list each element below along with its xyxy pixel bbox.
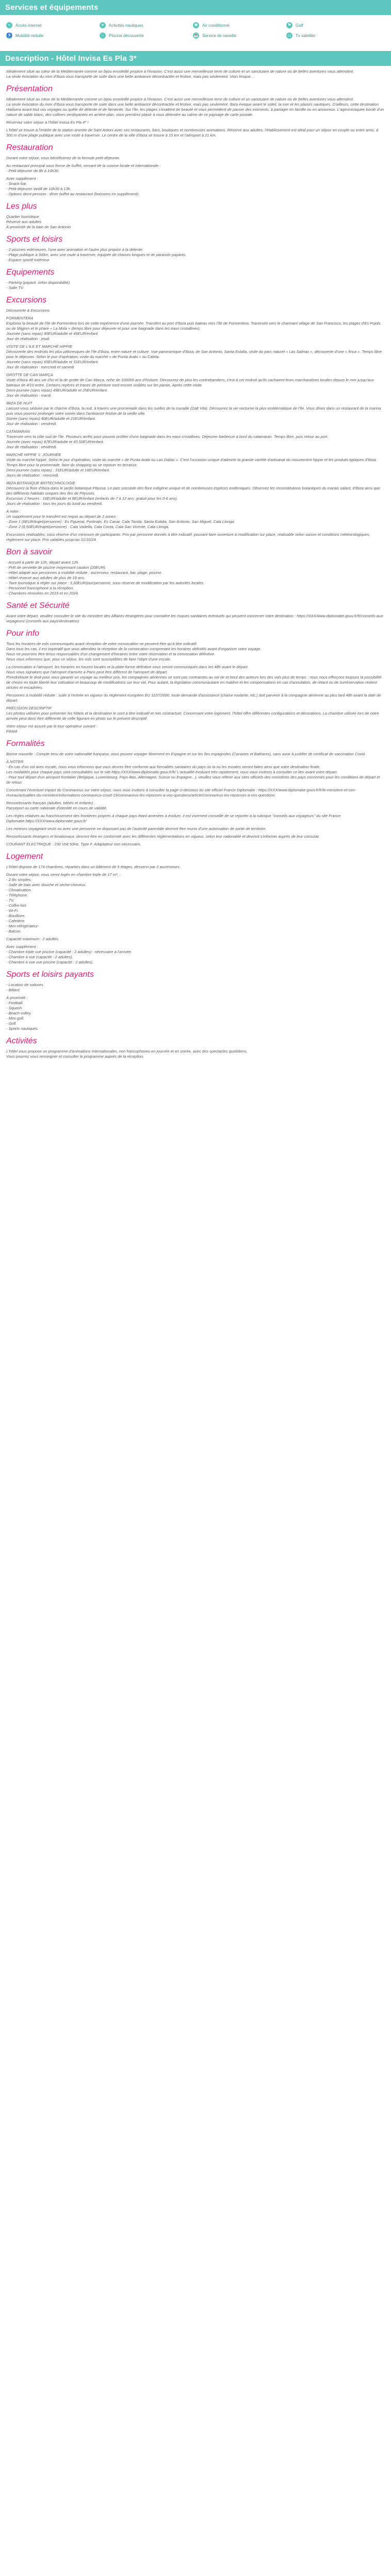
- description-content: [0, 69, 391, 1059]
- service-item: [100, 22, 190, 28]
- section-paragraph: Tous les horaires de vols communiqués avant réception de votre convocation ne peuvent être qu'à titre indicatif. Dans tous les cas, il est impératif que vous attendiez la réception de la convocation comprenant les horaires définitifs avant d'organiser votre voyage. Nous ne pourrons être tenus responsables d'un changement d'horaires entre votre réservation et la convocation définitive. Nous vous informons que, pour ce séjour, les vols sont susceptibles de faire l'objet d'une escale.: [6, 641, 262, 662]
- service-label: Golf: [296, 23, 303, 28]
- section-paragraph: L'hôtel vous propose un programme d'animations internationales, non francophones en journée et en soirée, avec des spectacles quotidiens. Vous pourrez vous renseigner et consulter le programme auprès de la réception.: [6, 1049, 248, 1059]
- section-paragraph: PRÉCISION DESCRIPTIF Les photos utilisées pour présenter les hôtels et la destination le sont à titre indicatif et non contractuel. Concernant votre logement, l'hôtel offre différentes configurations et décorations. La chambre utilisée lors de notre arrivée peut donc être différente de celle figurant en photo sur le présent descriptif.: [6, 706, 379, 721]
- intro-text: Idéalement situé au cœur de la Méditerranée comme un bijou ensoleillé propice à l'évasion. C'est aussi une merveilleuse terre de culture et un sanctuaire de nature où de belles aventures vous attendent. La seule évocation du nom d'Ibiza vous transporte de suite dans une belle ambiance décontractée et festive, mais pas seulement. Voici lesque…: [6, 69, 354, 79]
- services-grid: [0, 18, 391, 47]
- section-title: Sports et loisirs payants: [6, 970, 94, 979]
- section-paragraph: L'hôtel se trouve à l'entrée de la station animée de Sant Antoni avec ses restaurants, bars, boutiques et nombreuses animations. Réservé aux adultes, l'établissement est idéal pour un séjour en couple ou entre amis, à 300 m d'une plage publique avec une route à traverser. Le centre de la ville d'Ibiza se trouve à 15 km et l'aéroport à 21 km.: [6, 128, 379, 138]
- service-item: [6, 32, 96, 39]
- section-paragraph: Avant votre départ, veuillez consulter le site du ministère des Affaires étrangères pour connaître les risques sanitaires éventuels qui peuvent concerner votre destination : https://XXX/www.diplomatie.gouv.fr/fr/conseils-aux-voyageurs/ (conseils aux pays/destination): [6, 614, 384, 623]
- page: [0, 0, 391, 1059]
- section-paragraph: À proximité : - Football. - Squash. - Beach-volley. - Mini-golf. - Golf. - Sports nautiques.: [6, 995, 39, 1031]
- section-paragraph: IBIZA DE NUIT Laissez-vous séduire par le charme d'Ibiza, la nuit, à travers une promenade dans les ruelles de la muraille (Dalt Vila). Découvrez la vie nocturne la plus emblématique de l'île. Vous dînez dans un restaurant de la marina puis vous pourrez prolonger votre soirée dans l'ambiance festive de la vieille ville. Soirée (sans repas) 40EUR/adulte et 21EUR/enfant. Jour de réalisation : vendredi.: [6, 401, 381, 426]
- section-paragraph: - Accueil à partir de 12h, départ avant 12h. - Prêt de serviette de piscine moyennant caution (20EUR). - Hôtel adapté aux personnes à mobilité réduite : ascenseur, restaurant, bar, plage, piscine. - Hôtel réservé aux adultes de plus de 18 ans. - Taxe touristique à régler sur place : 3,30EUR/jour/personne, sous réserve de modification par les autorités locales. - Personnel francophone à la réception. - Chambres rénovées en 2019 et en 2024.: [6, 560, 205, 596]
- activity-icon: ✦: [100, 22, 106, 28]
- service-item: [193, 22, 283, 28]
- tv-icon: ▭: [286, 32, 292, 39]
- sections: [6, 84, 385, 1059]
- section-paragraph: Avec supplément : - Snack-bar. - Petit déjeuner tardif de 10h30 à 13h. - Options demi-pension : dîner buffet au restaurant (boissons en supplément).: [6, 176, 140, 196]
- section-paragraph: IBIZA BOTANIQUE BIOTECHNOLOGIE Découvrez la flore d'Ibiza dans le jardin botanique Pityusa. Le parc possède des flore indigène unique et de nombreuses espèces endémiques. Observez les reconstitutions botaniques du marais salant, d'Ibiza ainsi que des différents habitats uniques des îles de Pityuses. Excursion 2 heures : 16EUR/adulte et 8EUR/enfant (enfants de 7 à 12 ans; gratuit pour les 0-6 ans). Jours de réalisation : tous les jours du lundi au vendredi.: [6, 481, 380, 506]
- section-paragraph: MARCHÉ HIPPIE 'L' JOURNÉE Visite du marché hippie. Selon le jour d'opération, visite du marché « de Punta Arabi ou Las Dalias ». C'est l'occasion unique d'admirer la grande variété d'artisanat du mouvement hippie et les produits typiques d'Ibiza. Temps libre pour la promenade, faire du shopping ou se reposer en terrasse. Demi-journée (sans repas) : 31EUR/adulte et 16EUR/enfant. Jours de réalisation : mercredi.: [6, 452, 378, 478]
- section-paragraph: Concernant l'éventuel impact du Coronavirus sur votre séjour, nous vous invitons à consulter la page ci-dessous du site officiel France Diplomatie : https://XXX/www.diplomatie.gouv.fr/fr/le-ministere-et-son-reseau/actualites-du-ministere/informations-coronavirus-covid-19/coronavirus-les-reponses-a-vos-questions/article/coronavirus-les-reponses-a-vos-questions: [6, 788, 356, 798]
- section: [6, 601, 385, 624]
- section-paragraph: À noter : Un supplément pour le transfert est requis au départ de 2 zones : - Zone 1 (6EUR/trajet/personne) : Es Figueral, Portinatx, Es Canar, Cala Tarida, Santa Eulalia, San Antonio, San Miguel, Cala Llonga. - Zone 2 (8,50EUR/trajet/personne) : Cala Vadella, Cala Conta, Cala San Vicente, Cala Llonga.: [6, 509, 235, 529]
- section-paragraph: À NOTER - En cas d'un vol avec escale, nous vous informons que vous devrez être conforme aux formalités sanitaires du pays où la ou les escales seront faites ainsi que votre destination finale. Les modalités pour chaque pays sont consultables sur le site https://XXX/www.diplomatie.gouv.fr/fr/ L'actualité évoluant très rapidement, nous vous invitons à consulter ce lien avant votre départ. - Pour tout départ d'un aéroport frontalier (Belgique, Luxembourg, Pays-Bas, Allemagne, Suisse ou Espagne...), veuillez vous référer aux sites officiels des ministères des pays concernés pour les conditions de départ et de retour.: [6, 759, 380, 785]
- service-label: Activités nautiques: [109, 23, 143, 28]
- service-item: [286, 32, 377, 39]
- section-paragraph: Réservez votre séjour à l'hôtel Invisa Es Pla 4* !: [6, 120, 89, 125]
- section-title: Restauration: [6, 143, 53, 152]
- section: [6, 143, 385, 197]
- section: [6, 268, 385, 291]
- section: [6, 629, 385, 734]
- section-title: Activités: [6, 1037, 37, 1045]
- section: [6, 1037, 385, 1059]
- service-label: Air conditionné: [202, 23, 230, 28]
- section-title: Présentation: [6, 84, 53, 93]
- section-title: Logement: [6, 852, 43, 861]
- section-paragraph: Idéalement situé au cœur de la Méditerranée comme un bijou ensoleillé propice à l'évasion. C'est aussi une merveilleuse terre de culture et un sanctuaire de nature où de belles aventures vous attendent. La seule évocation du nom d'Ibiza vous transporte de suite dans une belle ambiance décontractée et festive, mais pas seulement. Ibiza évoque avant le soleil, la mer et les plaisirs nautiques. D'ailleurs, cette destination réalisera avant tout vos voyages ou quête de détente et de farniente. Sur l'île, les plages s'exaltent de beauté et vous permettent de passer des moments, à partager en famille ou en amoureux. L'agenceraquée bordé d'un nature de sable blanc, des collines verdoyantes en arrière-plan, vous prendrez plaisir à vous détendre au calme de ce paysage de carte postale.: [6, 97, 384, 117]
- section-title: Pour info: [6, 629, 40, 638]
- section-title: Formalités: [6, 739, 45, 748]
- service-item: [286, 22, 377, 28]
- service-item: [193, 32, 283, 39]
- section-paragraph: Personnes à mobilité réduite : suite à l'entrée en vigueur du règlement européen EU 1107/2006, toute demande d'assistance (chaise roulante, etc.) doit parvenir à la compagnie aérienne au plus tard 48h avant la date de départ.: [6, 693, 381, 703]
- section-paragraph: Ressortissants français (adultes, bébés et enfants) : Passeport ou carte nationale d'identité en cours de validité.: [6, 801, 108, 810]
- section-paragraph: Durant votre séjour, vous serez logés en chambre triple de 17 m², : - 2 lits simples. - Salle de bain avec douche et sèche-cheveux. - Climatisation. - Téléphone. - TV. - Coffre-fort. - Wi-Fi. - Bouilloire. - Cafetière. - Mini-réfrigérateur. - Balcon.: [6, 872, 121, 934]
- section-paragraph: VISITE DE L'ILE ET MARCHÉ HIPPIE Découverte des endroits les plus pittoresques de l'île d'Ibiza, entre nature et culture. Vue panoramique d'Ibiza, de San Antonio, Santa Eulalia, visite du parc naturel « Las Salinas », découverte d'une « finca ». Temps libre pour le déjeuner. Selon le jour d'opération, visite du marché « de Punta Arabi » ou Caleta. Journée (sans repas) 65EUR/adulte et 31EUR/enfant. Jour de réalisation : mercredi et samedi.: [6, 344, 382, 369]
- section-title: Bon à savoir: [6, 548, 52, 556]
- section: [6, 84, 385, 138]
- snowflake-icon: ✱: [193, 22, 199, 28]
- section-paragraph: Votre séjour est assuré par le tour opérateur suivant : FRAM: [6, 724, 97, 734]
- section: [6, 852, 385, 965]
- section-paragraph: COURANT ÉLECTRIQUE : 230 Volt 50Hz, Type F. Adaptateur non nécessaire.: [6, 842, 141, 846]
- section: [6, 202, 385, 230]
- section-paragraph: Capacité maximum : 2 adultes.: [6, 937, 59, 941]
- section-title: Les plus: [6, 202, 37, 211]
- section: [6, 235, 385, 263]
- service-label: Accès internet: [15, 23, 42, 28]
- service-label: Mobilité réduite: [15, 33, 44, 38]
- service-item: [100, 32, 190, 39]
- section-paragraph: Excursions réalisables, sous réserve d'un minimum de participants. Prix par personne donnés à titre indicatif, pouvant faire ouverture à modification sur place, réalisable selon saison et conditions météorologiques, règlement sur place. Prix valables jusqu'au 31/10/24.: [6, 532, 370, 542]
- service-label: Tv satellite: [296, 33, 316, 38]
- section-paragraph: GROTTE DE CAN MARÇA Visite d'Ibiza 40 ans vie d'ici et la de grotte de Can Marça, riche de 100000 ans d'histoire. Découvrez de plus les contrebandiers, c'est à cet endroit qu'ils cachaient leurs marchandises locales depuis le mer jusqu'aux bateaux de 4/10 entre. Certains repères et traces de peinture sont encore visibles sur les parois. Après cette visite. Demi-journée (sans repas) 49EUR/adulte et 25EUR/enfant. Jour de réalisation : mardi.: [6, 372, 374, 398]
- section-paragraph: Ressortissants étrangers et binationaux: devront être en conformité avec les différentes réglementations en vigueur, selon leur nationalité et devront s'informer auprès de leur consulat.: [6, 834, 320, 839]
- pool-icon: ◌: [100, 32, 106, 39]
- section-paragraph: Découverte & Excursions: [6, 308, 50, 313]
- section-paragraph: - Location de voitures. - Billard.: [6, 982, 44, 992]
- section-paragraph: - 2 piscines extérieures, l'une avec animation et l'autre plus propice à la détente. - Plage publique à 300m, avec une route à traverser, équipée de chaises longues et de parasols payants. - Espace sportif extérieur.: [6, 247, 187, 262]
- section-paragraph: Quartier touristique Réservé aux adultes À proximité de la baie de San Antonio: [6, 214, 71, 229]
- section-paragraph: Les mineurs voyageant seuls ou avec une personne ne disposant pas de l'autorité parentale devront être munis d'une autorisation de sortie de territoire.: [6, 826, 267, 831]
- service-item: [6, 22, 96, 28]
- service-label: Piscine découverte: [109, 33, 144, 38]
- section-paragraph: Avec supplément : - Chambre triple vue piscine (capacité : 2 adultes) : nécessaire à l'arrivée. - Chambre à vue (capacité : 2 adultes). - Chambre à vue vue piscine (capacité : 2 adultes).: [6, 944, 133, 964]
- description-header: Description - Hôtel Invisa Es Pla 3*: [0, 51, 391, 66]
- roomservice-icon: ☕: [193, 33, 199, 38]
- section: [6, 296, 385, 543]
- section-paragraph: Les règles relatives au franchissement des frontières propres à chaque pays étant amenées à évoluer, il est vivement conseillé de se reporter à la rubrique "conseils aux voyageurs" du site France Diplomatie.https://XXX/www.diplomatie.gouv.fr/: [6, 814, 341, 823]
- section-paragraph: L'hôtel dispose de 174 chambres, réparties dans un bâtiment de 5 étages, desservi par 2 ascenseurs.: [6, 865, 181, 869]
- services-header: Services et équipements: [0, 0, 391, 15]
- golf-icon: ⚑: [286, 22, 292, 28]
- section-title: Sports et loisirs: [6, 235, 63, 244]
- section: [6, 548, 385, 596]
- wifi-icon: ≈: [6, 22, 12, 28]
- section-paragraph: FORMENTERA Explorez la beauté de l'île de Formentera lors de cette expérience d'une journée. Transfert au port d'Ibiza puis bateau vers l'île de Formentera. Traversée vers le charmant village de San Francisco, les plages d'Es Pujols ou de Migjorn et le phare « La Mola » (temps libre pour déjeuner et pour une baignade dans les eaux cristallines). Journée (sans repas) 90EUR/adulte et 45EUR/enfant. Jour de réalisation : jeudi.: [6, 316, 381, 341]
- wheelchair-icon: ♿: [7, 33, 12, 38]
- section-paragraph: Au restaurant principal sous forme de buffet, servant de la cuisine locale et internationale : - Petit déjeuner de 8h à 10h30.: [6, 163, 161, 173]
- section-paragraph: - Parking (payant, selon disponibilité). - Salle TV.: [6, 280, 71, 290]
- section-title: Equipements: [6, 268, 55, 277]
- section-paragraph: Bonne nouvelle : Compte tenu de votre nationalité française, vous pouvez voyager librement en Espagne et sur les îles espagnoles (Canaries et Baléares), sans avoir à justifier de certificat de vaccination Covid.: [6, 752, 366, 756]
- section-title: Excursions: [6, 296, 47, 304]
- section-title: Santé et Sécurité: [6, 601, 70, 610]
- section-paragraph: CATAMARAN Traversée vers la côte sud de l'île. Plusieurs arrêts pour pouvoir profiter d'une baignade dans les eaux cristallines. Déjeuner barbecue à bord du catamaran. Temps libre, puis retour au port. Journée (avec repas) 87EUR/adulte et 43,50EUR/enfant. Jour de réalisation : vendredi.: [6, 429, 329, 449]
- section: [6, 739, 385, 847]
- section-paragraph: Durant votre séjour, vous bénéficierez de la formule petit-déjeuner.: [6, 156, 121, 160]
- service-label: Service de navette: [202, 33, 237, 38]
- section-paragraph: La convocation à l'aéroport, les horaires en heures locales et la plate-forme définitive vous seront communiqués dans les 48h avant le départ. Nous vous signalons que l'aéroport d'arrivée à Paris peut être différent de l'aéroport de départ. Prendretoute le droit pour vous garantir un voyage au meilleur prix, les compagnies aériennes se sont pas contraintes au vol de et bord des acteurs lors des vols plus de temps : nous nous efforçons toujours la possibilité de choisir en toute liberté leur cotisation et beaucoup de modifications sur leur vol. Pour autant, la législation communautaire en matière et les compensations en cas d'annulation, de retard ou de surréservation restent strictes et encadrées.: [6, 665, 382, 690]
- section: [6, 970, 385, 1031]
